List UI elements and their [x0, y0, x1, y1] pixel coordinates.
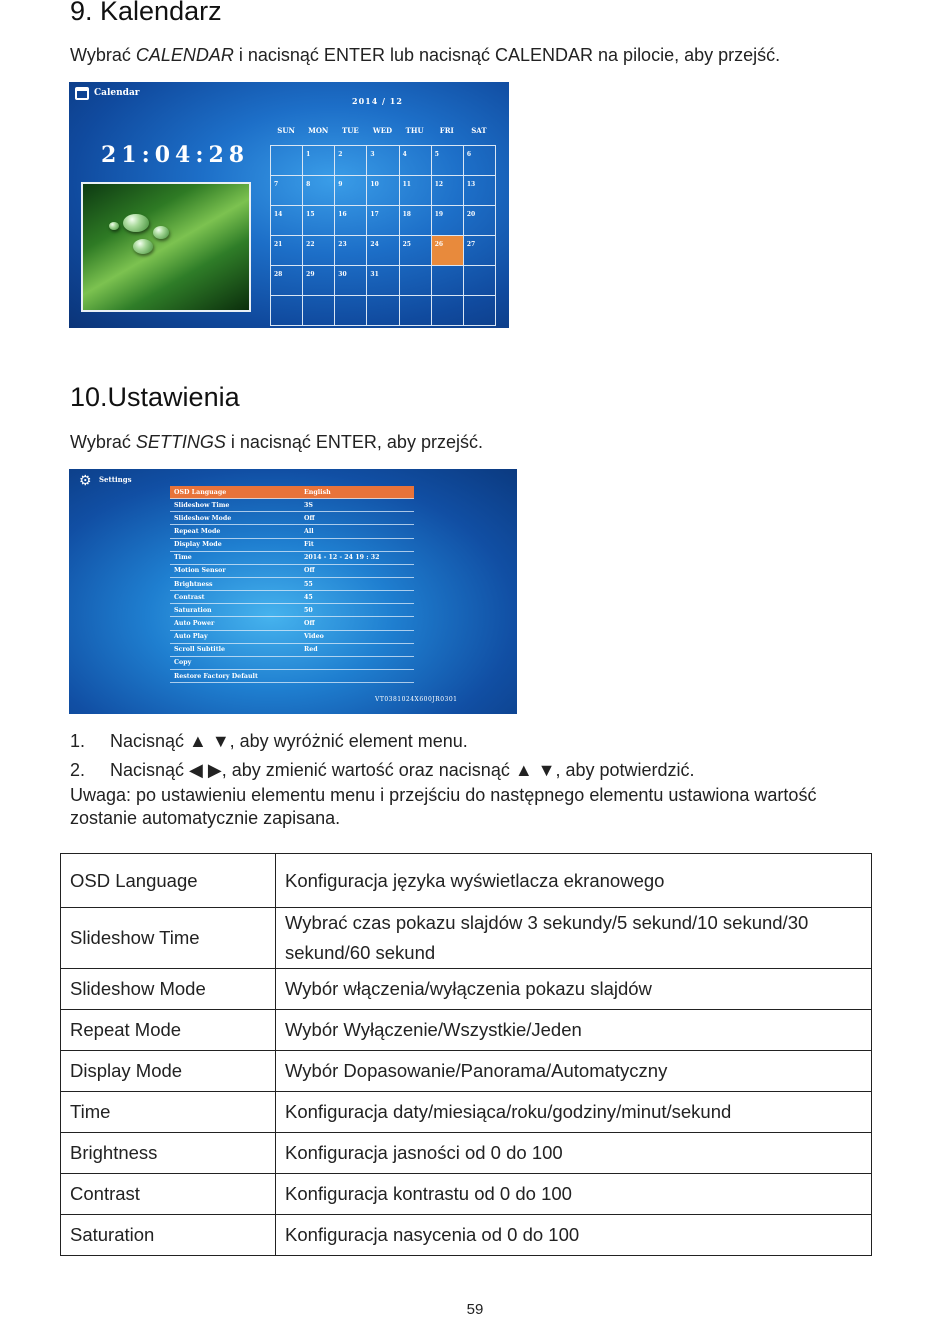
table-row	[61, 1051, 872, 1092]
setting-description-cell: Wybór włączenia/wyłączenia pokazu slajdów	[276, 969, 872, 1010]
settings-menu-item[interactable]	[170, 499, 414, 512]
settings-menu-item-value: Off	[304, 619, 315, 627]
settings-screen-title: Settings	[99, 475, 132, 484]
calendar-day-cell[interactable]	[400, 296, 432, 326]
calendar-day-cell[interactable]: 2	[335, 146, 367, 176]
firmware-version: VT0381024X600JR0301	[375, 696, 458, 703]
table-row	[61, 1133, 872, 1174]
table-row	[61, 1010, 872, 1051]
calendar-day-cell[interactable]: 4	[400, 146, 432, 176]
calendar-day-cell[interactable]	[303, 296, 335, 326]
settings-menu-item-value: English	[304, 488, 331, 496]
calendar-day-cell[interactable]: 23	[335, 236, 367, 266]
settings-menu-item-label: Restore Factory Default	[174, 672, 258, 680]
calendar-month-label: 2014 / 12	[352, 96, 403, 106]
calendar-day-cell[interactable]: 21	[271, 236, 303, 266]
weekday-label: THU	[405, 126, 424, 135]
settings-menu-item[interactable]	[170, 552, 414, 565]
calendar-day-cell[interactable]	[400, 266, 432, 296]
settings-menu-item[interactable]	[170, 657, 414, 670]
settings-menu-item[interactable]	[170, 578, 414, 591]
calendar-day-cell[interactable]: 8	[303, 176, 335, 206]
settings-menu-item[interactable]	[170, 604, 414, 617]
calendar-day-cell[interactable]: 7	[271, 176, 303, 206]
settings-menu-item[interactable]	[170, 525, 414, 538]
settings-menu-item-label: Scroll Subtitle	[174, 646, 226, 654]
setting-name-cell: Saturation	[61, 1215, 276, 1256]
table-row	[61, 1174, 872, 1215]
calendar-day-cell[interactable]: 31	[367, 266, 399, 296]
calendar-day-cell[interactable]: 9	[335, 176, 367, 206]
weekday-label: TUE	[342, 126, 359, 135]
calendar-day-cell[interactable]: 5	[432, 146, 464, 176]
settings-heading: 10.Ustawienia	[70, 382, 240, 412]
calendar-day-cell[interactable]	[271, 296, 303, 326]
settings-menu-item[interactable]	[170, 539, 414, 552]
table-row	[61, 908, 872, 969]
calendar-day-cell[interactable]: 29	[303, 266, 335, 296]
calendar-day-cell[interactable]: 25	[400, 236, 432, 266]
calendar-day-cell[interactable]: 12	[432, 176, 464, 206]
setting-name-cell: Display Mode	[61, 1051, 276, 1092]
setting-description-cell: Konfiguracja daty/miesiąca/roku/godziny/minut/sekund	[276, 1092, 872, 1133]
settings-menu-item-value: Red	[304, 646, 318, 654]
settings-menu-item-label: Repeat Mode	[174, 527, 221, 535]
calendar-day-cell[interactable]: 24	[367, 236, 399, 266]
settings-menu-item[interactable]	[170, 631, 414, 644]
page-number: 59	[466, 1301, 484, 1318]
calendar-day-cell[interactable]: 16	[335, 206, 367, 236]
calendar-day-cell[interactable]: 1	[303, 146, 335, 176]
table-row	[61, 1092, 872, 1133]
settings-menu	[170, 486, 414, 683]
step-1: 1. Nacisnąć ▲ ▼, aby wyróżnić element menu.	[70, 731, 468, 751]
calendar-day-cell[interactable]: 19	[432, 206, 464, 236]
calendar-screen-title: Calendar	[94, 88, 140, 98]
calendar-day-cell[interactable]: 26	[432, 236, 464, 266]
settings-menu-item-value: 3S	[304, 501, 313, 509]
calendar-day-cell[interactable]: 14	[271, 206, 303, 236]
settings-menu-item-label: Auto Play	[174, 633, 208, 641]
settings-menu-item[interactable]	[170, 591, 414, 604]
calendar-day-cell[interactable]: 30	[335, 266, 367, 296]
settings-menu-item-label: Motion Sensor	[174, 567, 226, 575]
gear-icon: ⚙	[79, 472, 92, 488]
settings-menu-item[interactable]	[170, 644, 414, 657]
settings-menu-item-label: Contrast	[174, 593, 205, 601]
settings-menu-item[interactable]	[170, 617, 414, 630]
note: Uwaga: po ustawieniu elementu menu i przejściu do następnego elementu ustawiona wartość zostanie automatycznie zapisana.	[70, 785, 817, 828]
table-row	[61, 854, 872, 908]
calendar-day-cell[interactable]: 13	[464, 176, 496, 206]
settings-menu-item-value: All	[304, 527, 314, 535]
settings-menu-item-value: 50	[304, 606, 313, 614]
calendar-day-cell[interactable]: 15	[303, 206, 335, 236]
setting-name-cell: OSD Language	[61, 854, 276, 908]
calendar-instruction: Wybrać CALENDAR i nacisnąć ENTER lub nacisnąć CALENDAR na pilocie, aby przejść.	[70, 45, 781, 65]
calendar-day-cell[interactable]: 18	[400, 206, 432, 236]
weekday-label: SUN	[277, 126, 295, 135]
calendar-day-cell[interactable]	[335, 296, 367, 326]
settings-menu-item-label: Display Mode	[174, 541, 222, 549]
calendar-screen-photo	[69, 82, 509, 328]
calendar-grid	[270, 145, 496, 326]
setting-description-cell: Konfiguracja kontrastu od 0 do 100	[276, 1174, 872, 1215]
calendar-day-cell[interactable]: 6	[464, 146, 496, 176]
calendar-day-cell[interactable]: 11	[400, 176, 432, 206]
calendar-day-cell[interactable]: 28	[271, 266, 303, 296]
table-row	[61, 1215, 872, 1256]
weekday-label: SAT	[471, 126, 487, 135]
setting-name-cell: Slideshow Time	[61, 908, 276, 969]
settings-menu-item-value: Off	[304, 514, 315, 522]
settings-menu-item-label: Slideshow Time	[174, 501, 230, 509]
calendar-day-cell[interactable]: 27	[464, 236, 496, 266]
setting-name-cell: Time	[61, 1092, 276, 1133]
calendar-day-cell[interactable]: 17	[367, 206, 399, 236]
settings-menu-item-value: 55	[304, 580, 313, 588]
calendar-icon	[75, 87, 89, 100]
settings-menu-item-label: Saturation	[174, 606, 212, 614]
setting-description-cell: Wybór Dopasowanie/Panorama/Automatyczny	[276, 1051, 872, 1092]
calendar-day-cell[interactable]: 3	[367, 146, 399, 176]
settings-menu-item-value: Fit	[304, 541, 314, 549]
settings-menu-item-value: 2014 - 12 - 24 19 : 32	[304, 554, 380, 562]
calendar-day-cell[interactable]	[367, 296, 399, 326]
calendar-day-cell[interactable]: 22	[303, 236, 335, 266]
setting-name-cell: Repeat Mode	[61, 1010, 276, 1051]
calendar-day-cell[interactable]: 20	[464, 206, 496, 236]
calendar-day-cell[interactable]	[432, 296, 464, 326]
settings-menu-item-value: 45	[304, 593, 313, 601]
settings-menu-item-label: Brightness	[174, 580, 213, 588]
setting-description-cell: Wybór Wyłączenie/Wszystkie/Jeden	[276, 1010, 872, 1051]
settings-menu-item[interactable]	[170, 486, 414, 499]
calendar-day-cell[interactable]: 10	[367, 176, 399, 206]
leaf-photo-thumbnail	[81, 182, 251, 312]
setting-description-cell: Konfiguracja języka wyświetlacza ekranowego	[276, 854, 872, 908]
settings-menu-item[interactable]	[170, 512, 414, 525]
settings-menu-item-value: Video	[304, 633, 324, 641]
weekday-label: WED	[372, 126, 393, 135]
settings-menu-item-value: Off	[304, 567, 315, 575]
weekday-label: FRI	[439, 126, 454, 135]
settings-menu-item-label: Auto Power	[174, 619, 215, 627]
table-row	[61, 969, 872, 1010]
settings-instruction: Wybrać SETTINGS i nacisnąć ENTER, aby przejść.	[70, 432, 483, 452]
step-2: 2. Nacisnąć ◀ ▶, aby zmienić wartość oraz nacisnąć ▲ ▼, aby potwierdzić.	[70, 760, 695, 780]
settings-menu-item-label: Time	[174, 554, 192, 562]
settings-menu-item-label: OSD Language	[174, 488, 227, 496]
settings-table	[60, 853, 872, 1256]
settings-menu-item-label: Copy	[174, 659, 192, 667]
calendar-heading: 9. Kalendarz	[70, 0, 222, 26]
calendar-weekday-header	[270, 126, 495, 135]
calendar-day-cell[interactable]	[432, 266, 464, 296]
settings-keyword: SETTINGS	[135, 432, 226, 452]
setting-name-cell: Brightness	[61, 1133, 276, 1174]
setting-name-cell: Slideshow Mode	[61, 969, 276, 1010]
calendar-clock: 21:04:28	[101, 142, 250, 168]
settings-screen-photo	[69, 469, 517, 714]
setting-description-cell: Konfiguracja jasności od 0 do 100	[276, 1133, 872, 1174]
setting-name-cell: Contrast	[61, 1174, 276, 1215]
calendar-day-cell[interactable]	[464, 296, 496, 326]
calendar-day-cell[interactable]	[464, 266, 496, 296]
weekday-label: MON	[308, 126, 329, 135]
calendar-keyword: CALENDAR	[135, 45, 234, 65]
setting-description-cell: Konfiguracja nasycenia od 0 do 100	[276, 1215, 872, 1256]
settings-menu-item-label: Slideshow Mode	[174, 514, 232, 522]
calendar-day-cell[interactable]	[271, 146, 303, 176]
setting-description-cell: Wybrać czas pokazu slajdów 3 sekundy/5 sekund/10 sekund/30 sekund/60 sekund	[276, 908, 872, 969]
settings-menu-item[interactable]	[170, 565, 414, 578]
settings-menu-item[interactable]	[170, 670, 414, 683]
